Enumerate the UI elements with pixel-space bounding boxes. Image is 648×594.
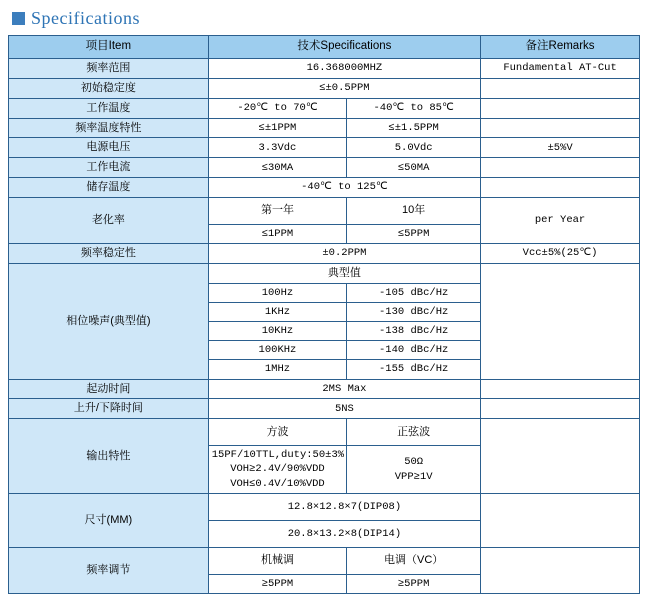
- table-row: [9, 78, 640, 98]
- table-row: [9, 493, 640, 520]
- table-header-row: [9, 36, 640, 59]
- row-value-frequency-stability: ±0.2PPM: [208, 244, 480, 264]
- row-value-freq-adj-voltage-spec: ≥5PPM: [347, 574, 481, 593]
- table-row: [9, 379, 640, 399]
- row-value-startup-time: 2MS Max: [208, 379, 480, 399]
- row-value-aging-ten-year: 10年: [347, 197, 481, 224]
- table-row: [9, 98, 640, 118]
- row-remark-phase-noise: [481, 263, 640, 379]
- row-value-output-sine-wave: 正弦波: [347, 419, 481, 446]
- row-label-frequency-adjustment: 频率调节: [9, 547, 209, 593]
- table-row: [9, 419, 640, 446]
- phase-noise-freq: 1MHz: [208, 360, 346, 379]
- table-row: [9, 244, 640, 264]
- row-label-startup-time: 起动时间: [9, 379, 209, 399]
- output-square-line3: VOH≤0.4V/10%VDD: [230, 477, 325, 490]
- table-row: [9, 178, 640, 198]
- table-row: [9, 138, 640, 158]
- row-label-dimensions: 尺寸(MM): [9, 493, 209, 547]
- row-label-operating-current: 工作电流: [9, 158, 209, 178]
- row-remark-startup-time: [481, 379, 640, 399]
- row-value-aging-first-year-spec: ≤1PPM: [208, 224, 346, 243]
- row-value-output-square-detail: [208, 446, 346, 494]
- bullet-square-icon: [12, 12, 25, 25]
- header-remarks: 备注Remarks: [481, 36, 640, 59]
- row-value-storage-temperature: -40℃ to 125℃: [208, 178, 480, 198]
- row-value-frequency-range: 16.368000MHZ: [208, 59, 480, 79]
- row-value-initial-stability: ≤±0.5PPM: [208, 78, 480, 98]
- row-label-frequency-stability: 频率稳定性: [9, 244, 209, 264]
- table-row: [9, 263, 640, 283]
- row-remark-supply-voltage: ±5%V: [481, 138, 640, 158]
- row-label-output-characteristics: 输出特性: [9, 419, 209, 494]
- row-value-freq-adj-voltage: 电调（VC）: [347, 547, 481, 574]
- phase-noise-level: -138 dBc/Hz: [347, 322, 481, 341]
- row-remark-frequency-range: Fundamental AT-Cut: [481, 59, 640, 79]
- row-label-frequency-range: 频率范围: [9, 59, 209, 79]
- row-value-dimensions-dip08: 12.8×12.8×7(DIP08): [208, 493, 480, 520]
- row-value-freq-temp-b: ≤±1.5PPM: [347, 118, 481, 138]
- row-value-rise-fall-time: 5NS: [208, 399, 480, 419]
- specifications-table: [8, 35, 640, 594]
- table-row: [9, 197, 640, 224]
- row-remark-initial-stability: [481, 78, 640, 98]
- row-remark-operating-current: [481, 158, 640, 178]
- row-value-freq-adj-mechanical-spec: ≥5PPM: [208, 574, 346, 593]
- table-row: [9, 158, 640, 178]
- phase-noise-typical-header: 典型值: [208, 263, 480, 283]
- table-row: [9, 118, 640, 138]
- phase-noise-freq: 100KHz: [208, 341, 346, 360]
- row-value-freq-adj-mechanical: 机械调: [208, 547, 346, 574]
- row-remark-dimensions: [481, 493, 640, 547]
- row-value-supply-voltage-a: 3.3Vdc: [208, 138, 346, 158]
- phase-noise-level: -130 dBc/Hz: [347, 302, 481, 321]
- row-remark-frequency-stability: Vcc±5%(25℃): [481, 244, 640, 264]
- row-remark-aging-rate: per Year: [481, 197, 640, 243]
- row-value-aging-first-year: 第一年: [208, 197, 346, 224]
- phase-noise-freq: 1KHz: [208, 302, 346, 321]
- row-remark-frequency-adjustment: [481, 547, 640, 593]
- row-remark-storage-temperature: [481, 178, 640, 198]
- row-label-initial-stability: 初始稳定度: [9, 78, 209, 98]
- row-value-dimensions-dip14: 20.8×13.2×8(DIP14): [208, 520, 480, 547]
- row-value-supply-voltage-b: 5.0Vdc: [347, 138, 481, 158]
- row-value-aging-ten-year-spec: ≤5PPM: [347, 224, 481, 243]
- output-square-line1: 15PF/10TTL,duty:50±3%: [211, 449, 345, 462]
- phase-noise-freq: 100Hz: [208, 283, 346, 302]
- header-item: 项目Item: [9, 36, 209, 59]
- row-label-storage-temperature: 储存温度: [9, 178, 209, 198]
- phase-noise-level: -105 dBc/Hz: [347, 283, 481, 302]
- row-value-freq-temp-a: ≤±1PPM: [208, 118, 346, 138]
- row-label-aging-rate: 老化率: [9, 197, 209, 243]
- output-square-line2: VOH≥2.4V/90%VDD: [230, 463, 325, 476]
- row-remark-output-characteristics: [481, 419, 640, 494]
- phase-noise-level: -140 dBc/Hz: [347, 341, 481, 360]
- table-row: [9, 399, 640, 419]
- row-value-operating-temperature-a: -20℃ to 70℃: [208, 98, 346, 118]
- row-value-operating-current-b: ≤50MA: [347, 158, 481, 178]
- output-sine-line2: VPP≥1V: [394, 470, 433, 483]
- table-row: [9, 59, 640, 79]
- output-sine-line1: 50Ω: [404, 456, 424, 469]
- row-label-freq-temp-characteristic: 频率温度特性: [9, 118, 209, 138]
- row-label-supply-voltage: 电源电压: [9, 138, 209, 158]
- row-label-operating-temperature: 工作温度: [9, 98, 209, 118]
- phase-noise-freq: 10KHz: [208, 322, 346, 341]
- header-specifications: 技术Specifications: [208, 36, 480, 59]
- row-value-operating-current-a: ≤30MA: [208, 158, 346, 178]
- row-value-output-sine-detail: [347, 446, 481, 494]
- table-row: [9, 547, 640, 574]
- row-remark-rise-fall-time: [481, 399, 640, 419]
- page-title-text: Specifications: [31, 8, 140, 28]
- page-title: [8, 6, 640, 35]
- phase-noise-level: -155 dBc/Hz: [347, 360, 481, 379]
- row-label-phase-noise: 相位噪声(典型值): [9, 263, 209, 379]
- row-value-output-square-wave: 方波: [208, 419, 346, 446]
- row-remark-freq-temp: [481, 118, 640, 138]
- row-remark-operating-temperature: [481, 98, 640, 118]
- row-label-rise-fall-time: 上升/下降时间: [9, 399, 209, 419]
- row-value-operating-temperature-b: -40℃ to 85℃: [347, 98, 481, 118]
